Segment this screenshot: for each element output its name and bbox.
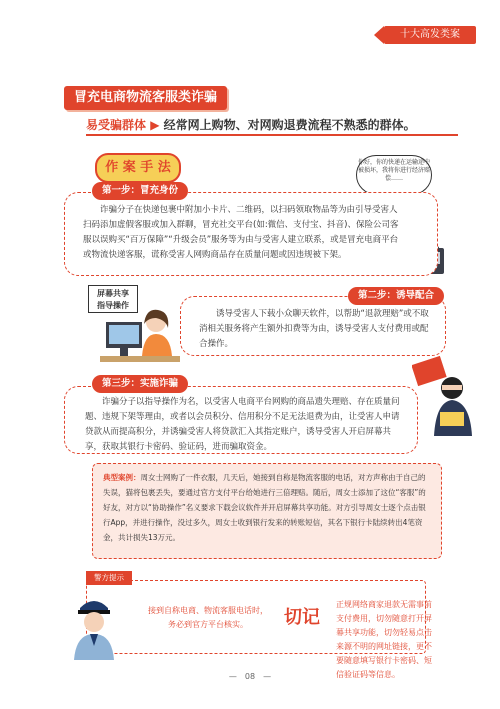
step1-text: 诈骗分子在快递包裹中附加小卡片、二维码，以扫码领取物品等为由引导受害人扫码添加虚假客服或加入群聊，冒充社交平台(如:微信、支付宝、抖音)、保险公司客服以误购买“百万保障”“升级会员”服务等为由与受害人建立联系，或是冒充电商平台或物流快递客服，谎称受害人网购商品存在质量问题或因违规被下架。 — [83, 205, 399, 260]
remember-label: 切记 — [284, 607, 320, 628]
section-heading: 作 案 手 法 — [95, 153, 181, 183]
police-officer-illustration — [64, 590, 124, 662]
step3-label: 第三步：实施诈骗 — [92, 375, 188, 393]
vulnerable-group-label: 易受骗群体 — [86, 118, 147, 132]
step2-box — [180, 296, 446, 356]
page-number: — 08 — — [228, 672, 272, 681]
page-title: 冒充电商物流客服类诈骗 — [64, 86, 227, 110]
thief-illustration — [412, 352, 474, 438]
typical-case-box — [92, 463, 442, 559]
typical-case-text: 周女士网购了一件衣服，几天后，她接到自称是物流客服的电话，对方声称由于自己的失误，猫将包裹丢失，要通过官方支付平台给她进行三倍理赔。随后，周女士添加了这位“客服”的好友，对方以“协助操作”名义要求下载会议软件并开启屏幕共享功能。对方引导周女士逐个点击银行App，并进行操作，没过多久，周女士收到银行发来的转账短信，其名下银行卡陆续转出4笔资金，共计损失13万元。 — [103, 473, 426, 542]
police-tips-tag: 警方提示 — [86, 571, 132, 585]
step1-box — [64, 192, 438, 276]
speech-bubble: 你好，你的快递在运输途中被损坏，我将你进行经济赔偿…… — [356, 155, 432, 195]
divider — [86, 134, 458, 136]
vulnerable-group-line — [86, 116, 416, 133]
step2-label: 第二步：诱导配合 — [348, 287, 444, 305]
woman-at-computer-illustration — [100, 300, 180, 366]
category-tag: 十大高发类案 — [384, 26, 476, 44]
step3-text: 诈骗分子以指导操作为名，以受害人电商平台网购的商品遗失理赔、存在质量问题、违规下架等理由，或者以会员积分、信用积分不足无法退费为由，让受害人申请贷款从而提高积分，并诱骗受害人将贷款汇入其指定账户，诱导受害人开启屏幕共享，获取其银行卡密码、验证码，进而骗取资金。 — [85, 397, 400, 452]
step1-label: 第一步：冒充身份 — [92, 182, 188, 200]
screen-share-label: 屏幕共享 指导操作 — [88, 285, 138, 313]
vulnerable-group-text: 经常网上购物、对网购退费流程不熟悉的群体。 — [163, 118, 416, 132]
arrow-icon: ▶ — [150, 118, 160, 132]
police-tip-right: 正规网络商家退款无需事前支付费用，切勿随意打开屏幕共享功能，切勿轻易点击来源不明的网址链接，更不要随意填写银行卡密码、短信验证码等信息。 — [336, 600, 432, 679]
step3-box — [64, 386, 418, 454]
police-tip-left: 接到自称电商、物流客服电话时，务必到官方平台核实。 — [148, 606, 268, 629]
step2-text: 诱导受害人下载小众聊天软件，以帮助“退款理赔”或不取消相关服务将产生额外扣费等为由，诱导受害人支付费用或配合操作。 — [199, 309, 429, 349]
typical-case-label: 典型案例： — [103, 473, 141, 482]
